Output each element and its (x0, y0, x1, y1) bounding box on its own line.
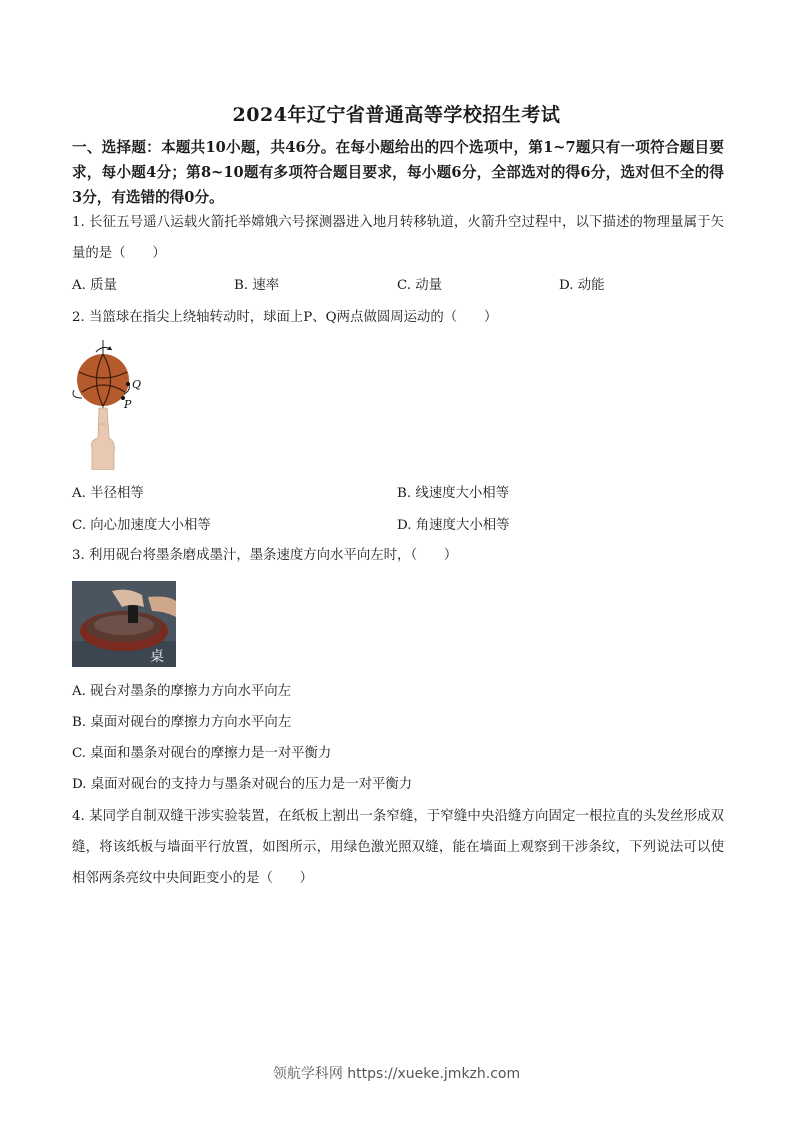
label-p: P (124, 398, 132, 411)
q2-option-d: D. 角速度大小相等 (397, 518, 510, 533)
inkstone-drawing (72, 581, 176, 667)
q2-option-a: A. 半径相等 (72, 486, 144, 501)
q1-option-d: D. 动能 (559, 278, 605, 293)
q1-option-b: B. 速率 (234, 278, 280, 293)
q3-option-c: C. 桌面和墨条对砚台的摩擦力是一对平衡力 (72, 746, 332, 761)
section-header: 一、选择题：本题共10小题，共46分。在每小题给出的四个选项中，第1~7题只有一项符合题目要求，每小题4分；第8~10题有多项符合题目要求，每小题6分，全部选对的得6分，选对但不全的得3分，有选错的得0分。 (72, 139, 724, 206)
q3-option-b: B. 桌面对砚台的摩擦力方向水平向左 (72, 715, 292, 730)
q2-option-b: B. 线速度大小相等 (397, 486, 510, 501)
basketball-figure (70, 338, 150, 470)
q3-option-a: A. 砚台对墨条的摩擦力方向水平向左 (72, 684, 292, 699)
question-3-stem: 3. 利用砚台将墨条磨成墨汁，墨条速度方向水平向左时，（ ） (72, 548, 458, 563)
basketball-spin-drawing (70, 338, 150, 470)
inkstone-well (94, 615, 154, 635)
finger (92, 408, 115, 470)
question-4-stem: 4. 某同学自制双缝干涉实验装置，在纸板上割出一条窄缝，于窄缝中央沿缝方向固定一根拉直的头发丝形成双缝，将该纸板与墙面平行放置，如图所示，用绿色激光照双缝，能在墙面上观察到干涉条纹，下列说法可以使相邻两条亮纹中央间距变小的是（ ） (72, 809, 724, 886)
inkstone-photo (72, 581, 176, 667)
q1-option-c: C. 动量 (397, 278, 443, 293)
q2-option-c: C. 向心加速度大小相等 (72, 518, 211, 533)
page-title: 2024年辽宁省普通高等学校招生考试 (232, 104, 561, 126)
point-q (126, 382, 130, 386)
label-q: Q (132, 378, 142, 391)
footer-watermark: 领航学科网 https://xueke.jmkzh.com (272, 1066, 521, 1082)
question-2-stem: 2. 当篮球在指尖上绕轴转动时，球面上P、Q两点做圆周运动的（ ） (72, 310, 498, 325)
q3-option-d: D. 桌面对砚台的支持力与墨条对砚台的压力是一对平衡力 (72, 777, 413, 792)
q1-option-a: A. 质量 (72, 278, 117, 293)
question-1-stem: 1. 长征五号遥八运载火箭托举嫦娥六号探测器进入地月转移轨道，火箭升空过程中，以下描述的物理量属于矢量的是（ ） (72, 215, 724, 261)
label-table: 桌 (150, 649, 164, 665)
ink-stick (128, 603, 138, 623)
